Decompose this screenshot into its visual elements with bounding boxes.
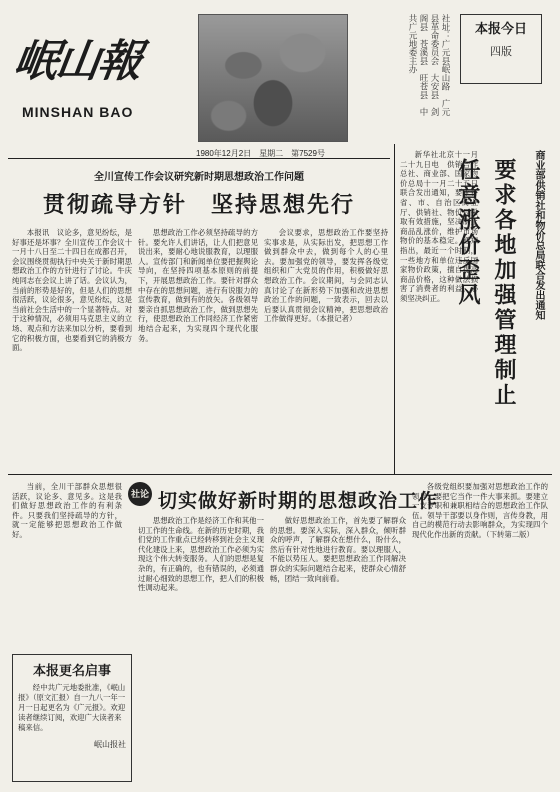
masthead-divider <box>8 158 390 159</box>
editorial-badge: 社论 <box>128 482 152 506</box>
section-divider <box>8 474 552 475</box>
lead-column-1-text: 本报讯 议论多，意见纷纭，是好事还是坏事？全川宣传工作会议十一月十八日至二十四日在成都召开，会议围绕贯彻执行中央关于新时期思想政治工作的方针进行了讨论。牛庆纯同志在会议上讲了话。会议认为，当前的形势是好的，但是人们的思想很活跃，议论很多，意见纷纭，这是当前社会生活中的一个显著特点。对于这种情况，必须用马克思主义的立场、观点和方法来加以分析，要看到它的积极方面，也要看到它的消极方面。 <box>12 228 132 353</box>
lead-column-3 <box>264 228 388 468</box>
editorial-column-2-text: 做好思想政治工作，首先要了解群众的思想。要深入实际，深入群众，倾听群众的呼声，了解群众在想什么，盼什么，然后有针对性地进行教育。要以理服人，不能以势压人。要把思想政治工作同解决群众的实际问题结合起来，使群众心情舒畅，团结一致向前看。 <box>270 516 406 583</box>
right-subhead: 商业部供销社和物价总局联合发出通知 <box>533 150 544 320</box>
editorial-intro-column <box>12 482 122 646</box>
masthead-pinyin: MINSHAN BAO <box>22 104 134 120</box>
editorial-column-3-text: 各级党组织要加强对思想政治工作的领导，要把它当作一件大事来抓。要建立一支专职和兼职相结合的思想政治工作队伍。领导干部要以身作则，言传身教，用自己的模范行动去影响群众，为实现四个现代化作出新的贡献。（下转第二版） <box>412 482 548 539</box>
editorial-column-3 <box>412 482 548 782</box>
name-change-notice <box>12 654 132 782</box>
masthead-box-line2: 四版 <box>490 45 512 58</box>
notice-signature: 岷山报社 <box>94 740 126 749</box>
notice-body: 经中共广元地委批准，《岷山报》（原文汇报）自一九八一年一月一日起更名为《广元报》。欢迎读者继续订阅，欢迎广大读者来稿来信。 <box>18 683 126 732</box>
right-article-text: 新华社北京十一月二十九日电 供销合作总社、商业部、国家物价总局十一月二十五日联合发出通知，要求各省、市、自治区商业厅、供销社、物价局采取有效措施，坚决制止商品乱涨价，维护市场物价的基本稳定。通知指出，最近一个时期，一些地方和单位违反国家物价政策，擅自提高商品价格，这种做法损害了消费者的利益，必须坚决纠正。 <box>400 150 478 303</box>
masthead-title: 岷山報 <box>10 36 144 87</box>
editorial-column-2 <box>270 516 406 782</box>
notice-title: 本报更名启事 <box>32 663 111 678</box>
right-article-body <box>400 150 478 470</box>
editorial-headline: 切实做好新时期的思想政治工作 <box>158 491 439 512</box>
right-column-divider <box>394 144 395 474</box>
lead-column-2 <box>138 228 258 468</box>
editorial-column-1-text: 思想政治工作是经济工作和其他一切工作的生命线。在新的历史时期，我们党的工作重点已经转移到社会主义现代化建设上来，思想政治工作必须为实现这个伟大转变服务。人们的思想是复杂的，有正确的，也有错误的，必须通过耐心细致的思想工作，把人们的积极性调动起来。 <box>138 516 264 593</box>
lead-column-3-text: 会议要求，思想政治工作要坚持实事求是，从实际出发，把思想工作做到群众中去，做到每个人的心里去。要加强党的领导，要发挥各级党组织和广大党员的作用，积极做好思想政治工作。会议期间，与会同志认真讨论了在新形势下加强和改进思想政治工作的问题，一致表示，回去以后要认真贯彻会议精神，把思想政治工作做得更好。（本报记者） <box>264 228 388 324</box>
newspaper-page <box>8 8 552 784</box>
lead-kicker: 全川宣传工作会议研究新时期思想政治工作问题 <box>94 172 304 183</box>
masthead-box-line1: 本报今日 <box>474 22 527 37</box>
masthead-box <box>460 14 542 84</box>
masthead-photo <box>198 14 348 142</box>
masthead-vertical-info: 社址：广元县岷山路 广元县革命委员会 大安县 剑阁县 苍溪县 旺苍县 中共广元地委主办 <box>407 14 450 116</box>
lead-headline: 贯彻疏导方针 坚持思想先行 <box>42 192 355 217</box>
right-headline: 要求各地加强管理制止任意涨价歪风 <box>456 158 517 408</box>
lead-column-2-text: 思想政治工作必须坚持疏导的方针。要允许人们讲话，让人们把意见说出来，要耐心地说服教育，以理服人。宣传部门和新闻单位要把握舆论导向，在坚持四项基本原则的前提下，开展思想政治工作。要针对群众中存在的思想问题，进行有说服力的宣传教育，做到有的放矢。各级领导要亲自抓思想政治工作，做到思想先行，使思想政治工作同经济工作紧密地结合起来，为实现四个现代化服务。 <box>138 228 258 343</box>
editorial-column-1 <box>138 516 264 782</box>
editorial-intro-text: 当前，全川干部群众思想很活跃，议论多、意见多。这是我们做好思想政治工作的有利条件。只要我们坚持疏导的方针，就一定能够把思想政治工作做好。 <box>12 482 122 539</box>
issue-line: 1980年12月2日 星期二 第7529号 <box>196 149 325 158</box>
lead-column-1 <box>12 228 132 468</box>
